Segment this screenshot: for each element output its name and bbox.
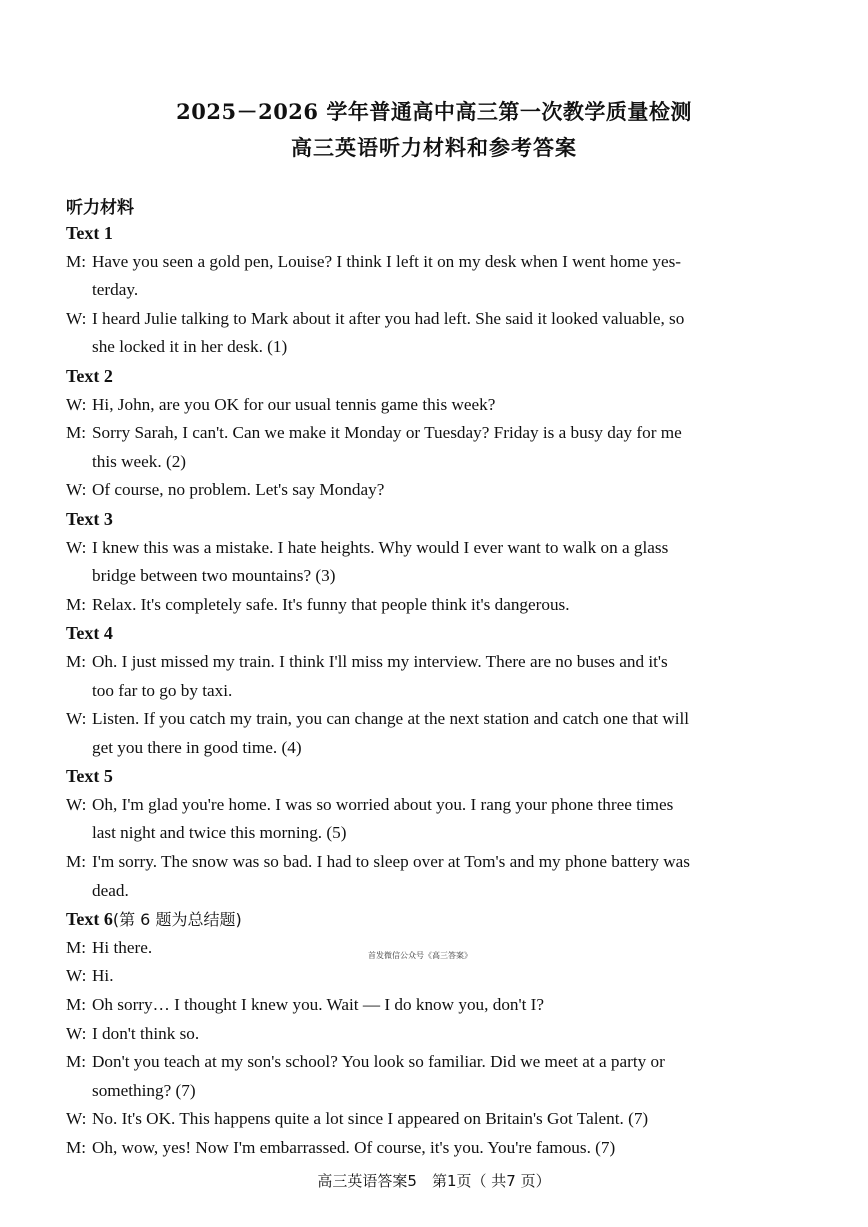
dialogue-line [66, 391, 806, 420]
dialogue-line [66, 962, 806, 991]
text-heading [66, 905, 806, 934]
text-heading-label: Text 3 [66, 508, 113, 529]
speaker-label: W: [66, 966, 87, 986]
utterance-text: Hi there. [92, 937, 153, 957]
utterance-continuation: this week. (2) [92, 451, 187, 471]
listening-transcript [66, 219, 806, 1163]
dialogue-line [66, 1020, 806, 1049]
utterance-text: Hi, John, are you OK for our usual tennis game this week? [92, 394, 496, 414]
section-title: 听力材料 [66, 198, 134, 218]
utterance-continuation: get you there in good time. (4) [92, 737, 302, 757]
speaker-label: M: [66, 1052, 87, 1072]
dialogue-line [66, 248, 806, 277]
speaker-label: M: [66, 937, 87, 957]
speaker-label: W: [66, 709, 87, 729]
utterance-continuation: dead. [92, 880, 129, 900]
speaker-label: M: [66, 423, 87, 443]
speaker-label: W: [66, 1109, 87, 1129]
text-heading-label: Text 4 [66, 623, 113, 644]
dialogue-line [66, 648, 806, 677]
utterance-text: Oh, I'm glad you're home. I was so worried about you. I rang your phone three times [92, 794, 674, 814]
speaker-label: W: [66, 394, 87, 414]
dialogue-line [66, 991, 806, 1020]
page-footer: 高三英语答案5 第1页（ 共7 页） [317, 1172, 551, 1190]
utterance-text: Oh. I just missed my train. I think I'll miss my interview. There are no buses and it's [92, 651, 668, 671]
text-heading-label: Text 6 [66, 909, 113, 930]
text-heading [66, 762, 806, 791]
document-title: 2025－2026 学年普通高中高三第一次教学质量检测 [176, 99, 692, 124]
speaker-label: W: [66, 1023, 87, 1043]
utterance-text: I knew this was a mistake. I hate heights. Why would I ever want to walk on a glass [92, 537, 669, 557]
utterance-text: Don't you teach at my son's school? You look so familiar. Did we meet at a party or [92, 1052, 665, 1072]
dialogue-line [66, 534, 806, 563]
speaker-label: M: [66, 852, 87, 872]
speaker-label: W: [66, 537, 87, 557]
text-heading-note: (第 6 题为总结题) [112, 910, 242, 930]
dialogue-line [66, 1048, 806, 1077]
utterance-continuation: bridge between two mountains? (3) [92, 566, 336, 586]
utterance-text: No. It's OK. This happens quite a lot since I appeared on Britain's Got Talent. (7) [92, 1109, 649, 1129]
dialogue-line [66, 1105, 806, 1134]
utterance-text: Listen. If you catch my train, you can change at the next station and catch one that will [92, 709, 690, 729]
speaker-label: M: [66, 651, 87, 671]
utterance-text: I don't think so. [92, 1023, 200, 1043]
utterance-text: Hi. [92, 966, 114, 986]
dialogue-line [66, 791, 806, 820]
text-heading [66, 219, 806, 248]
utterance-text: Of course, no problem. Let's say Monday? [92, 480, 385, 500]
dialogue-line [66, 591, 806, 620]
speaker-label: W: [66, 480, 87, 500]
utterance-text: Oh, wow, yes! Now I'm embarrassed. Of course, it's you. You're famous. (7) [92, 1138, 616, 1157]
speaker-label: M: [66, 251, 87, 271]
dialogue-line [66, 848, 806, 877]
text-heading [66, 619, 806, 648]
speaker-label: W: [66, 308, 87, 328]
utterance-text: Oh sorry… I thought I knew you. Wait — I do know you, don't I? [92, 995, 545, 1015]
text-heading-label: Text 2 [66, 365, 113, 386]
utterance-continuation: too far to go by taxi. [92, 680, 233, 700]
speaker-label: M: [66, 594, 87, 614]
watermark: 首发微信公众号《高三答案》 [368, 951, 472, 960]
dialogue-line [66, 419, 806, 448]
utterance-continuation: she locked it in her desk. (1) [92, 337, 288, 357]
text-heading [66, 505, 806, 534]
dialogue-line [66, 705, 806, 734]
dialogue-line [66, 305, 806, 334]
utterance-continuation: last night and twice this morning. (5) [92, 823, 347, 843]
utterance-continuation: terday. [92, 280, 139, 300]
dialogue-line [66, 1134, 806, 1163]
text-heading-label: Text 5 [66, 766, 113, 787]
utterance-text: Sorry Sarah, I can't. Can we make it Monday or Tuesday? Friday is a busy day for me [92, 423, 682, 443]
utterance-continuation: something? (7) [92, 1080, 196, 1100]
speaker-label: M: [66, 1138, 87, 1157]
document-subtitle: 高三英语听力材料和参考答案 [291, 135, 577, 160]
utterance-text: I heard Julie talking to Mark about it after you had left. She said it looked valuable, so [92, 308, 685, 328]
text-heading-label: Text 1 [66, 223, 113, 243]
utterance-text: Have you seen a gold pen, Louise? I think I left it on my desk when I went home yes- [92, 251, 681, 271]
utterance-text: I'm sorry. The snow was so bad. I had to sleep over at Tom's and my phone battery was [92, 852, 690, 872]
speaker-label: W: [66, 794, 87, 814]
speaker-label: M: [66, 995, 87, 1015]
utterance-text: Relax. It's completely safe. It's funny that people think it's dangerous. [92, 594, 570, 614]
dialogue-line [66, 476, 806, 505]
text-heading [66, 362, 806, 391]
